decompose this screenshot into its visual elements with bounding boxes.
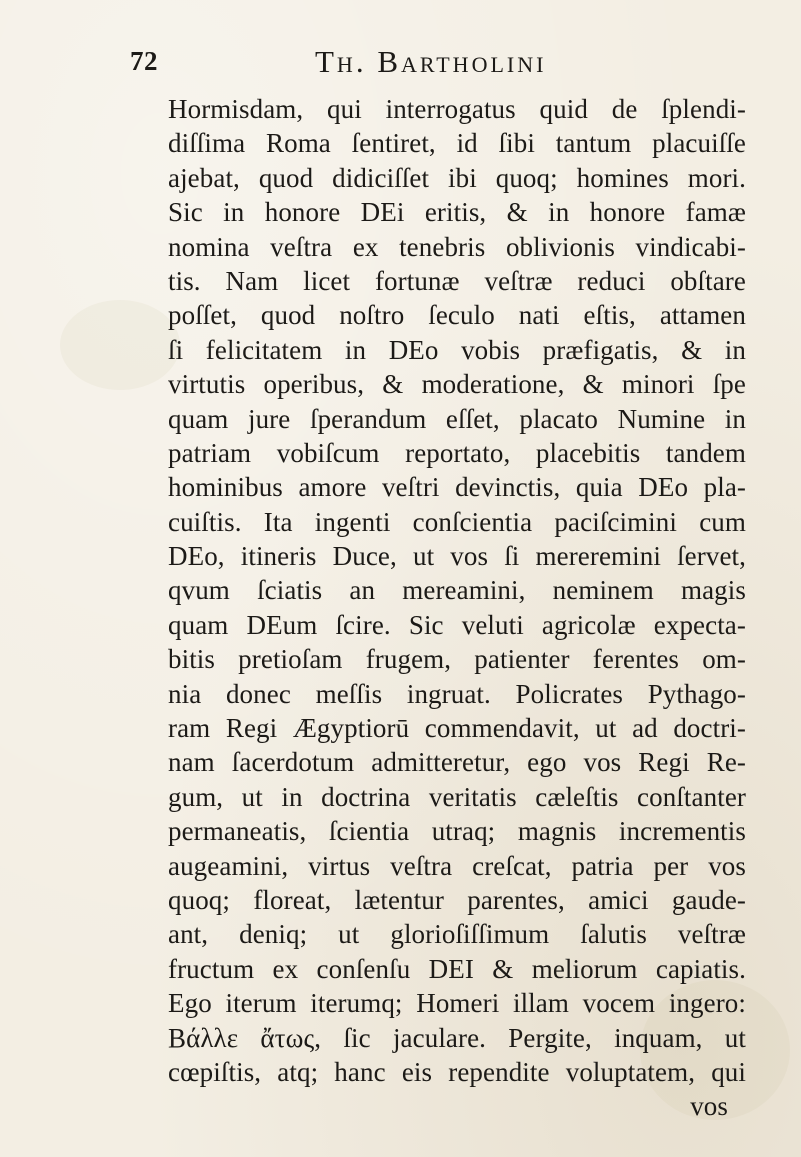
running-head: Th. Bartholini [315, 44, 547, 79]
page-number: 72 [130, 46, 158, 76]
text-line: ſi felicitatem in DEo vobis præfigatis, & in [168, 334, 746, 365]
text-line: tis. Nam licet fortunæ veſtræ reduci obſtare [168, 265, 746, 296]
text-line: DEo, itineris Duce, ut vos ſi mereremini ſervet, [168, 541, 746, 572]
text-line: ant, deniq; ut glorioſiſſimum ſalutis veſtræ [168, 919, 746, 950]
page-header [130, 46, 730, 82]
text-line: ajebat, quod didiciſſet ibi quoq; homines mori. [168, 162, 746, 193]
text-line: Sic in honore DEi eritis, & in honore famæ [168, 197, 746, 228]
text-line: nia donec meſſis ingruat. Policrates Pythago- [168, 678, 746, 709]
text-line: fructum ex conſenſu DEI & meliorum capiatis. [168, 953, 746, 984]
text-line: quam DEum ſcire. Sic veluti agricolæ expecta- [168, 609, 746, 640]
text-line: qvum ſciatis an mereamini, neminem magis [168, 575, 746, 606]
text-line: ram Regi Ægyptiorū commendavit, ut ad doctri- [168, 713, 746, 744]
text-line: diſſima Roma ſentiret, id ſibi tantum placuiſſe [168, 128, 746, 159]
text-line: augeamini, virtus veſtra creſcat, patria per vos [168, 850, 746, 881]
text-line: bitis pretioſam frugem, patienter ferentes om- [168, 644, 746, 675]
text-line: nomina veſtra ex tenebris oblivionis vindicabi- [168, 231, 746, 262]
text-line: permaneatis, ſcientia utraq; magnis incrementis [168, 816, 746, 847]
text-line: patriam vobiſcum reportato, placebitis tandem [168, 437, 746, 468]
catchword: vos [690, 1091, 728, 1122]
paper-stain [60, 300, 180, 390]
text-line: Hormisdam, qui interrogatus quid de ſplendi- [168, 94, 746, 124]
text-line: Ego iterum iterumq; Homeri illam vocem ingero: [168, 988, 746, 1019]
text-line: poſſet, quod noſtro ſeculo nati eſtis, attamen [168, 300, 746, 331]
body-text [168, 92, 746, 1124]
text-line: virtutis operibus, & moderatione, & minori ſpe [168, 369, 746, 400]
text-line: nam ſacerdotum admitteretur, ego vos Regi Re- [168, 747, 746, 778]
text-line: quam jure ſperandum eſſet, placato Numine in [168, 403, 746, 434]
text-line: cuiſtis. Ita ingenti conſcientia paciſcimini cum [168, 506, 746, 537]
text-line: Βάλλε ἄτως, ſic jaculare. Pergite, inquam, ut [168, 1022, 746, 1053]
text-line: quoq; floreat, lætentur parentes, amici gaude- [168, 884, 746, 915]
text-line: hominibus amore veſtri devinctis, quia DEo pla- [168, 472, 746, 503]
text-line: gum, ut in doctrina veritatis cæleſtis conſtanter [168, 781, 746, 812]
text-line: cœpiſtis, atq; hanc eis rependite voluptatem, qui [168, 1056, 746, 1087]
